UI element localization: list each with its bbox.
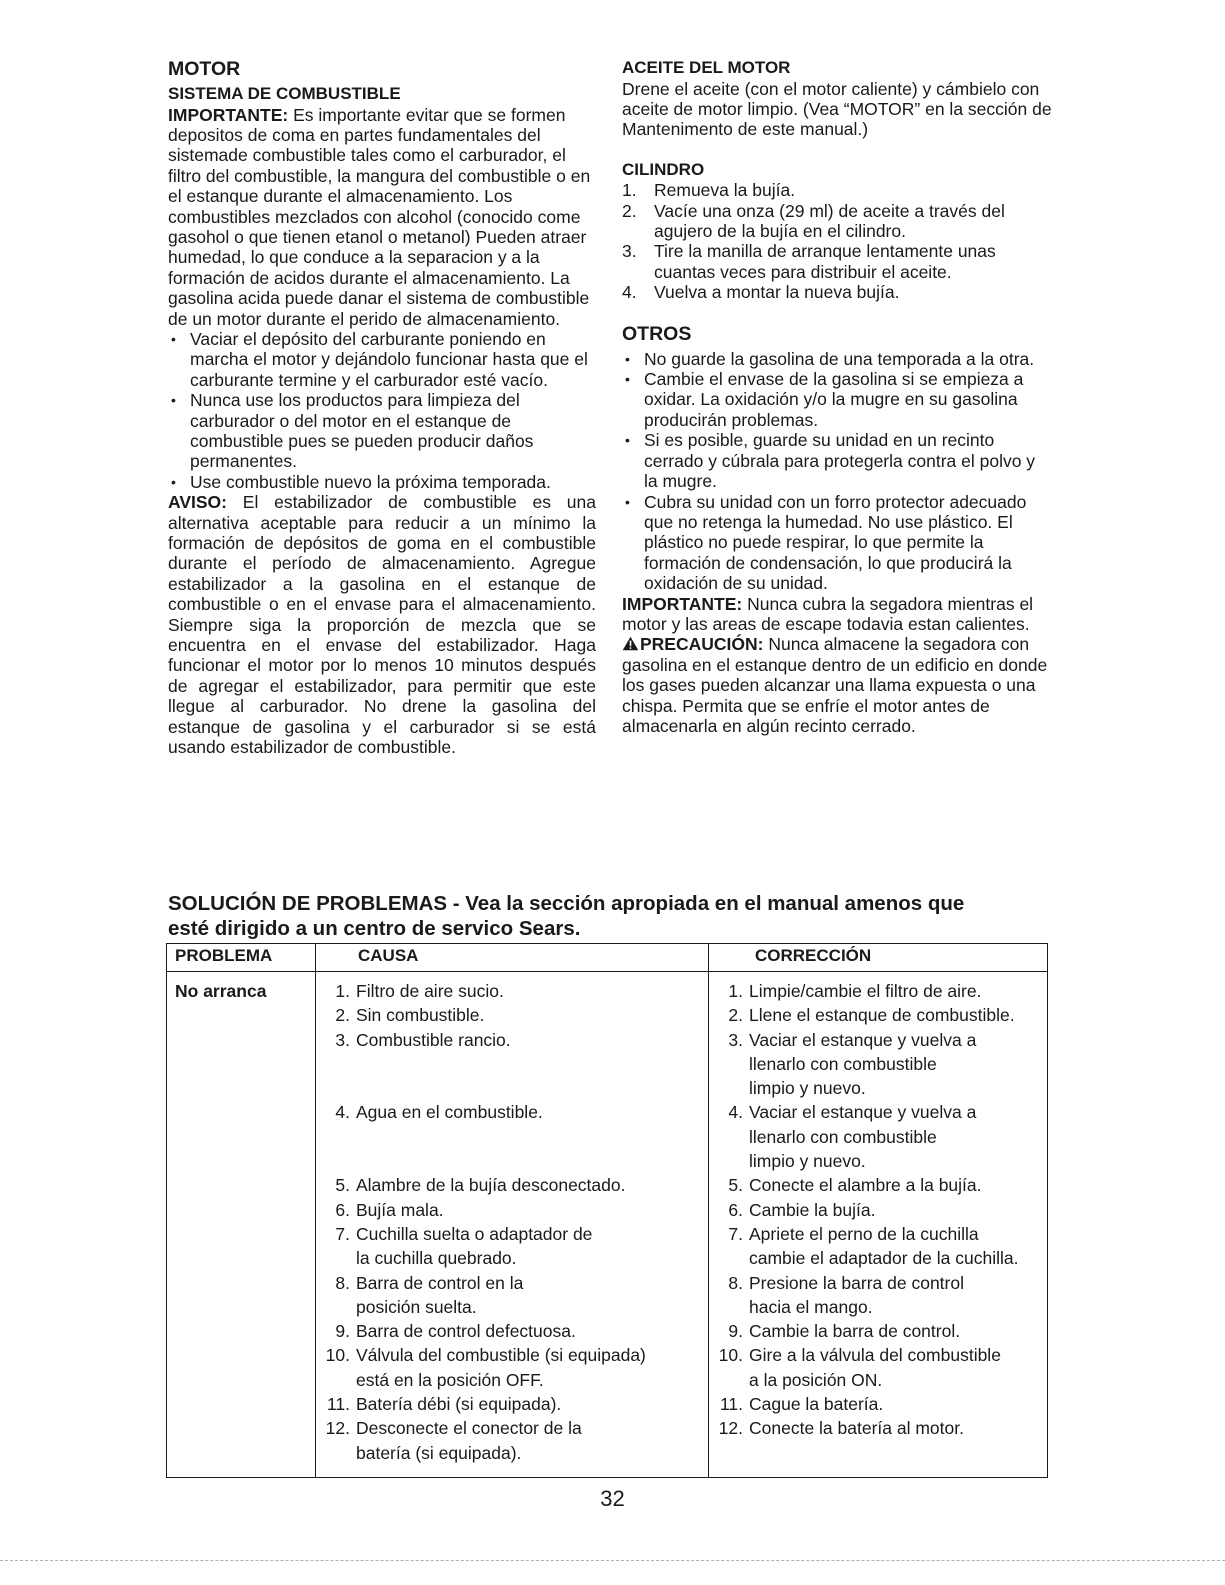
list-item <box>622 282 1052 302</box>
engine-oil-heading: ACEITE DEL MOTOR <box>622 58 791 77</box>
list-item <box>717 1100 1039 1173</box>
cylinder-heading: CILINDRO <box>622 159 705 179</box>
causes-list <box>324 979 700 1465</box>
item-text: Combustible rancio. <box>356 1029 511 1050</box>
caution-paragraph <box>622 634 1052 736</box>
item-text: Bujía mala. <box>356 1199 444 1220</box>
item-number: 7. <box>335 1223 350 1244</box>
item-number: 11. <box>326 1394 350 1415</box>
list-item: • Cubra su unidad con un forro protector adecuado que no retenga la humedad. No use plástico. El plástico no puede respirar, lo que permite la formación de condensación, lo que producirá la oxidación de su unidad. <box>622 492 1052 594</box>
others-heading: OTROS <box>622 322 692 345</box>
item-number: 8. <box>335 1272 350 1293</box>
troubleshooting-heading <box>168 891 1068 941</box>
item-text: Barra de control defectuosa. <box>356 1321 576 1342</box>
fuel-system-heading: SISTEMA DE COMBUSTIBLE <box>168 84 401 103</box>
important-label: IMPORTANTE: <box>168 104 289 125</box>
item-number: 10. <box>718 1345 743 1366</box>
item-text: Cambie la barra de control. <box>749 1321 961 1342</box>
problem-cell: No arranca <box>167 972 316 1478</box>
list-item <box>717 1392 1039 1416</box>
step-number: 1. <box>622 180 637 201</box>
caution-text: Nunca almacene la segadora con gasolina en el estanque dentro de un edificio en donde los gases pueden alcanzar una llama expuesta o una chispa. Permita que se enfríe el motor antes de almacenarla en algún recinto cerrado. <box>622 634 1048 736</box>
item-text: Cague la batería. <box>749 1394 884 1415</box>
list-item: • Use combustible nuevo la próxima temporada. <box>168 472 596 492</box>
list-item <box>324 1198 700 1222</box>
step-text: Remueva la bujía. <box>654 180 796 201</box>
list-item <box>717 1343 1039 1392</box>
list-item <box>324 1416 700 1465</box>
list-item <box>324 1392 700 1416</box>
item-number: 2. <box>335 1005 350 1026</box>
item-text: Cuchilla suelta o adaptador de la cuchilla quebrado. <box>356 1223 593 1269</box>
item-text: Alambre de la bujía desconectado. <box>356 1175 626 1196</box>
item-text: Filtro de aire sucio. <box>356 981 504 1001</box>
list-item <box>717 1319 1039 1343</box>
item-number: 12. <box>718 1418 743 1439</box>
list-item <box>324 1319 700 1343</box>
item-number: 3. <box>728 1029 743 1050</box>
item-number: 5. <box>335 1175 350 1196</box>
list-item: • No guarde la gasolina de una temporada a la otra. <box>622 349 1052 369</box>
cylinder-steps <box>622 180 1052 302</box>
item-text: Batería débi (si equipada). <box>356 1394 562 1415</box>
list-item: • Nunca use los productos para limpieza del carburador o del motor en el estanque de combustible pues se pueden producir daños permanentes. <box>168 390 596 472</box>
page-number: 32 <box>600 1486 625 1511</box>
item-number: 9. <box>728 1321 743 1342</box>
causes-cell <box>316 972 709 1478</box>
table-header-row <box>167 944 1048 972</box>
item-text: Cambie la bujía. <box>749 1199 876 1220</box>
item-text: Vaciar el estanque y vuelva a llenarlo con combustible limpio y nuevo. <box>749 1102 977 1172</box>
item-number: 5. <box>728 1175 743 1196</box>
column-header-cause: CAUSA <box>316 944 709 972</box>
list-item <box>717 1198 1039 1222</box>
item-text: Gire a la válvula del combustible a la posición ON. <box>749 1345 1001 1390</box>
item-number: 3. <box>335 1029 350 1050</box>
warning-icon <box>622 635 639 650</box>
item-number: 10. <box>325 1345 350 1366</box>
list-item <box>324 1343 700 1392</box>
list-item <box>622 241 1052 282</box>
list-item <box>717 1222 1039 1271</box>
item-number: 4. <box>728 1102 743 1123</box>
item-text: Conecte la batería al motor. <box>749 1418 964 1439</box>
item-number: 2. <box>728 1005 743 1026</box>
step-number: 4. <box>622 282 637 303</box>
important-text: Es importante evitar que se formen depositos de coma en partes fundamentales del sistemade combustible tales como el carburador, el filtro del combustible, la mangura del combustible o en el estanque durante el almacenamiento. Los combustibles mezclados con alcohol (conocido come gasohol o que tienen etanol o metanol) Pueden atraer humedad, lo que conduce a la separacion y a la formación de acidos durante el almacenamiento. La gasolina acida puede danar el sistema de combustible de un motor durante el perido de almacenamiento. <box>168 104 591 329</box>
column-header-problem: PROBLEMA <box>167 944 316 972</box>
list-item <box>622 180 1052 200</box>
item-text: Agua en el combustible. <box>356 1102 543 1123</box>
troubleshooting-table <box>166 943 1048 1478</box>
item-number: 8. <box>728 1272 743 1293</box>
caution-label: PRECAUCIÓN: <box>640 634 764 655</box>
item-number: 6. <box>335 1199 350 1220</box>
item-text: Válvula del combustible (si equipada) está en la posición OFF. <box>356 1345 646 1390</box>
list-item <box>717 1271 1039 1320</box>
item-number: 4. <box>335 1102 350 1123</box>
corrections-cell <box>709 972 1048 1478</box>
item-text: Desconecte el conector de la batería (si equipada). <box>356 1418 582 1463</box>
item-text: Barra de control en la posición suelta. <box>356 1272 524 1317</box>
list-item: • Vaciar el depósito del carburante poniendo en marcha el motor y dejándolo funcionar hasta que el carburante termine y el carburador esté vacío. <box>168 329 596 390</box>
list-item <box>717 1173 1039 1197</box>
troubleshooting-heading-line-1: SOLUCIÓN DE PROBLEMAS - Vea la sección apropiada en el manual amenos que <box>168 892 965 915</box>
right-column <box>622 58 1052 736</box>
list-item <box>324 1003 700 1027</box>
item-text: Sin combustible. <box>356 1005 485 1026</box>
list-item <box>324 1222 700 1271</box>
item-number: 1. <box>728 981 743 1001</box>
item-text: Limpie/cambie el filtro de aire. <box>749 981 982 1001</box>
item-number: 6. <box>728 1199 743 1220</box>
engine-oil-text: Drene el aceite (con el motor caliente) y cámbielo con aceite de motor limpio. (Vea “MOTOR” en la sección de Mantenimento de este manual.) <box>622 78 1052 140</box>
page-divider <box>0 1560 1225 1561</box>
list-item <box>324 1028 700 1101</box>
fuel-bullet-list <box>168 329 596 492</box>
list-item <box>324 1173 700 1197</box>
others-important-paragraph <box>622 594 1052 635</box>
item-number: 11. <box>719 1394 743 1415</box>
important-label: IMPORTANTE: <box>622 593 743 614</box>
list-item <box>717 1003 1039 1027</box>
fuel-important-paragraph <box>168 105 596 329</box>
column-header-correction: CORRECCIÓN <box>709 944 1048 972</box>
step-text: Vuelva a montar la nueva bujía. <box>654 282 900 303</box>
notice-label: AVISO: <box>168 492 227 513</box>
list-item: • Si es posible, guarde su unidad en un recinto cerrado y cúbrala para protegerla contra el polvo y la mugre. <box>622 430 1052 491</box>
step-text: Vacíe una onza (29 ml) de aceite a través del agujero de la bujía en el cilindro. <box>654 200 1005 242</box>
list-item <box>717 1028 1039 1101</box>
table-row <box>167 972 1048 1478</box>
list-item: • Cambie el envase de la gasolina si se empieza a oxidar. La oxidación y/o la mugre en su gasolina producirán problemas. <box>622 369 1052 430</box>
list-item <box>717 1416 1039 1440</box>
step-number: 2. <box>622 200 637 221</box>
item-number: 1. <box>335 981 350 1001</box>
item-text: Apriete el perno de la cuchilla cambie el adaptador de la cuchilla. <box>749 1223 1019 1269</box>
motor-heading: MOTOR <box>168 58 241 80</box>
item-number: 12. <box>325 1418 350 1439</box>
item-number: 7. <box>728 1223 743 1244</box>
list-item <box>717 979 1039 1003</box>
troubleshooting-heading-line-2: esté dirigido a un centro de servico Sears. <box>168 917 581 940</box>
step-text: Tire la manilla de arranque lentamente unas cuantas veces para distribuir el aceite. <box>654 241 996 282</box>
item-text: Llene el estanque de combustible. <box>749 1005 1015 1026</box>
notice-text: El estabilizador de combustible es una alternativa aceptable para reducir a un mínimo la formación de depósitos de goma en el combustible durante el período de almacenamiento. Agregue estabilizador a la gasolina en el estanque de combustible o en el envase para el almacenamiento. Siempre siga la proporción de mezcla que se encuentra en el envase del estabilizador. Haga funcionar el motor por lo menos 10 minutos después de agregar el estabilizador, para permitir que este llegue al carburador. No drene la gasolina del estanque de gasolina y el carburador si se está usando estabilizador de combustible. <box>168 492 596 758</box>
left-column <box>168 58 596 758</box>
item-text: Presione la barra de control hacia el mango. <box>749 1272 964 1317</box>
item-text: Vaciar el estanque y vuelva a llenarlo con combustible limpio y nuevo. <box>749 1029 977 1099</box>
important-text: Nunca cubra la segadora mientras el motor y las areas de escape todavia estan calientes. <box>622 593 1034 634</box>
notice-paragraph <box>168 492 596 757</box>
item-number: 9. <box>335 1321 350 1342</box>
others-bullet-list <box>622 349 1052 594</box>
list-item <box>324 979 700 1003</box>
list-item <box>622 201 1052 242</box>
item-text: Conecte el alambre a la bujía. <box>749 1175 982 1196</box>
step-number: 3. <box>622 241 637 262</box>
list-item <box>324 1100 700 1173</box>
corrections-list <box>717 979 1039 1441</box>
list-item <box>324 1271 700 1320</box>
